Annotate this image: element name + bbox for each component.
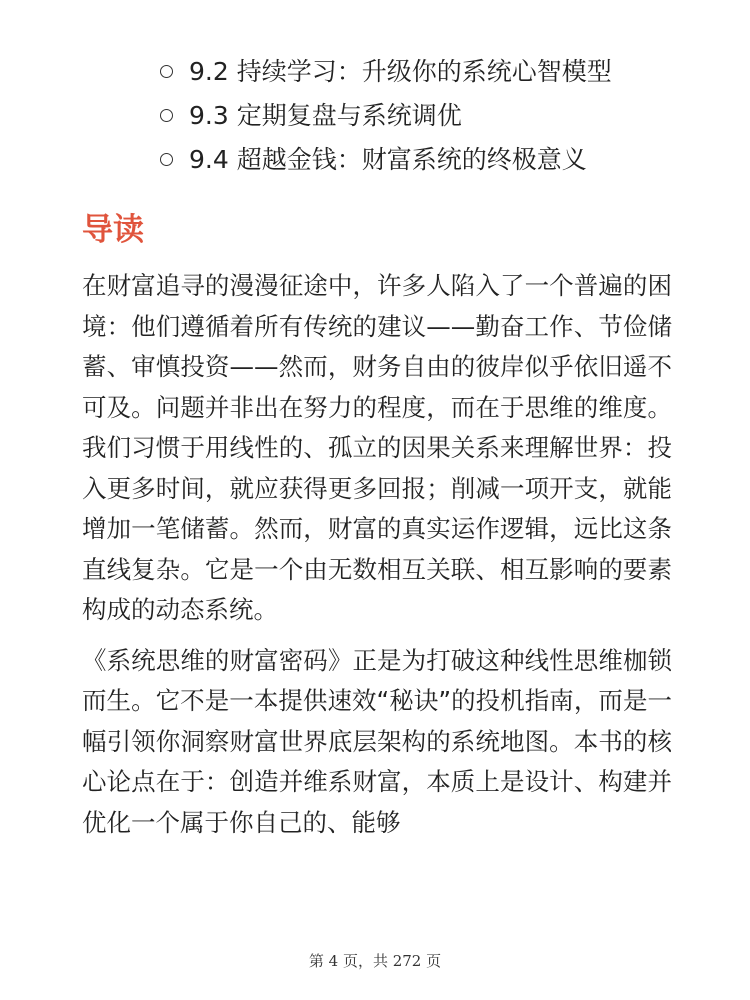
toc-item-label: 9.4 超越金钱：财富系统的终极意义 — [189, 145, 587, 174]
body-text — [82, 266, 672, 853]
circle-bullet-icon — [160, 109, 173, 122]
toc-item[interactable] — [160, 50, 612, 94]
page-number: 第 4 页，共 272 页 — [308, 952, 442, 970]
toc-item-label: 9.3 定期复盘与系统调优 — [189, 101, 462, 130]
section-heading: 导读 — [82, 212, 144, 248]
table-of-contents — [160, 50, 612, 182]
paragraph: 在财富追寻的漫漫征途中，许多人陷入了一个普遍的困境：他们遵循着所有传统的建议——勤奋工作、节俭储蓄、审慎投资——然而，财务自由的彼岸似乎依旧遥不可及。问题并非出在努力的程度，而在于思维的维度。我们习惯于用线性的、孤立的因果关系来理解世界：投入更多时间，就应获得更多回报；削减一项开支，就能增加一笔储蓄。然而，财富的真实运作逻辑，远比这条直线复杂。它是一个由无数相互关联、相互影响的要素构成的动态系统。 — [82, 271, 672, 624]
toc-item[interactable] — [160, 94, 612, 138]
circle-bullet-icon — [160, 65, 173, 78]
toc-item[interactable] — [160, 138, 612, 182]
paragraph: 《系统思维的财富密码》正是为打破这种线性思维枷锁而生。它不是一本提供速效“秘诀”的投机指南，而是一幅引领你洞察财富世界底层架构的系统地图。本书的核心论点在于：创造并维系财富，本质上是设计、构建并优化一个属于你自己的、能够 — [82, 645, 672, 837]
toc-item-label: 9.2 持续学习：升级你的系统心智模型 — [189, 57, 612, 86]
circle-bullet-icon — [160, 153, 173, 166]
